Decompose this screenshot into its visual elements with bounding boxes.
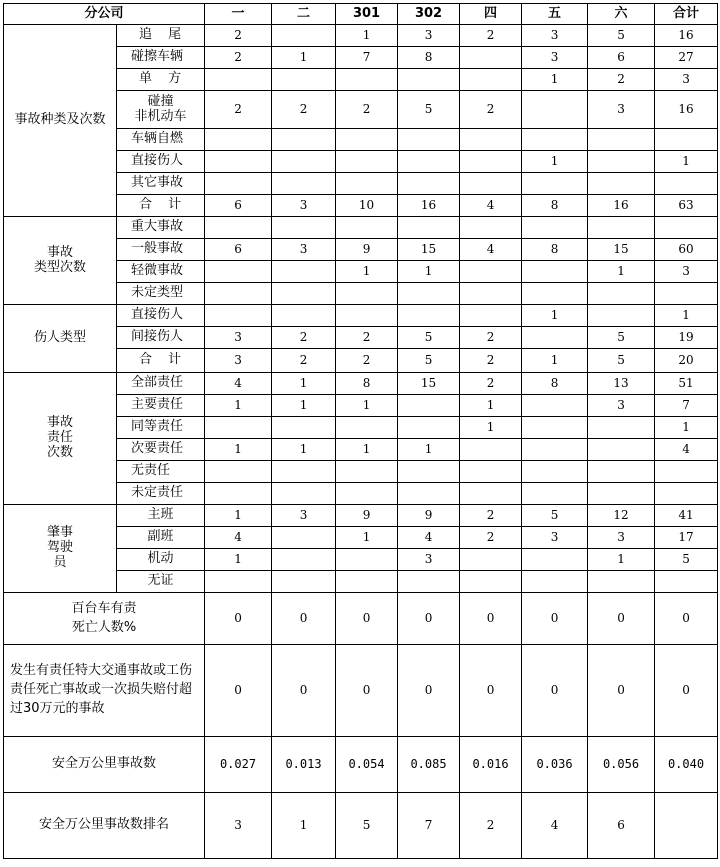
data-cell xyxy=(205,283,272,305)
data-cell xyxy=(398,151,460,173)
row-label: 无责任 xyxy=(117,461,205,483)
data-cell: 15 xyxy=(588,239,655,261)
row-label: 次要责任 xyxy=(117,439,205,461)
data-cell xyxy=(398,217,460,239)
data-cell xyxy=(205,129,272,151)
data-cell: 1 xyxy=(398,439,460,461)
data-cell xyxy=(272,25,336,47)
summary-cell: 0.016 xyxy=(460,737,522,793)
data-cell: 5 xyxy=(398,91,460,129)
data-cell: 8 xyxy=(522,195,588,217)
summary-cell: 3 xyxy=(205,793,272,859)
accident-statistics-table xyxy=(3,3,718,859)
summary-cell: 0 xyxy=(460,593,522,645)
data-cell: 6 xyxy=(588,47,655,69)
data-cell xyxy=(522,129,588,151)
data-cell xyxy=(205,571,272,593)
row-label: 未定责任 xyxy=(117,483,205,505)
data-cell: 2 xyxy=(336,327,398,349)
data-cell: 3 xyxy=(588,395,655,417)
summary-cell: 0 xyxy=(398,645,460,737)
data-cell: 3 xyxy=(398,25,460,47)
data-cell: 2 xyxy=(272,349,336,373)
data-cell: 2 xyxy=(460,91,522,129)
data-cell: 3 xyxy=(588,91,655,129)
data-cell xyxy=(588,217,655,239)
data-cell xyxy=(460,69,522,91)
data-cell: 1 xyxy=(205,439,272,461)
data-cell: 16 xyxy=(655,25,718,47)
data-cell xyxy=(398,69,460,91)
data-cell xyxy=(336,305,398,327)
data-cell xyxy=(655,283,718,305)
group-label: 肇事 驾驶 员 xyxy=(4,505,117,593)
summary-cell: 6 xyxy=(588,793,655,859)
data-cell: 8 xyxy=(336,373,398,395)
data-cell: 12 xyxy=(588,505,655,527)
data-cell xyxy=(205,417,272,439)
summary-cell: 0.040 xyxy=(655,737,718,793)
data-cell xyxy=(205,217,272,239)
data-cell xyxy=(398,461,460,483)
summary-label: 发生有责任特大交通事故或工伤责任死亡事故或一次损失赔付超过30万元的事故 xyxy=(4,645,205,737)
data-cell: 5 xyxy=(398,327,460,349)
data-cell xyxy=(272,151,336,173)
data-cell xyxy=(522,91,588,129)
data-cell: 3 xyxy=(588,527,655,549)
data-cell: 1 xyxy=(460,395,522,417)
data-cell: 5 xyxy=(398,349,460,373)
data-cell xyxy=(460,571,522,593)
summary-cell: 0 xyxy=(336,645,398,737)
data-cell: 1 xyxy=(655,305,718,327)
data-cell xyxy=(522,217,588,239)
data-cell xyxy=(522,417,588,439)
data-cell xyxy=(522,439,588,461)
data-cell xyxy=(272,305,336,327)
row-label: 未定类型 xyxy=(117,283,205,305)
data-cell: 13 xyxy=(588,373,655,395)
row-label: 全部责任 xyxy=(117,373,205,395)
data-cell xyxy=(398,571,460,593)
data-cell: 2 xyxy=(205,91,272,129)
data-cell: 8 xyxy=(522,373,588,395)
row-label: 同等责任 xyxy=(117,417,205,439)
data-cell: 5 xyxy=(522,505,588,527)
data-cell: 9 xyxy=(398,505,460,527)
data-cell xyxy=(588,283,655,305)
data-cell xyxy=(205,69,272,91)
summary-cell: 0 xyxy=(655,593,718,645)
data-cell: 20 xyxy=(655,349,718,373)
data-cell: 2 xyxy=(588,69,655,91)
data-cell: 4 xyxy=(205,527,272,549)
data-cell: 1 xyxy=(522,305,588,327)
row-label: 其它事故 xyxy=(117,173,205,195)
data-cell xyxy=(588,129,655,151)
data-cell xyxy=(205,261,272,283)
data-cell xyxy=(336,69,398,91)
data-cell: 10 xyxy=(336,195,398,217)
data-cell: 5 xyxy=(655,549,718,571)
data-cell: 1 xyxy=(588,261,655,283)
data-cell: 1 xyxy=(522,151,588,173)
data-cell xyxy=(205,305,272,327)
data-cell xyxy=(398,305,460,327)
data-cell: 1 xyxy=(398,261,460,283)
data-cell xyxy=(588,417,655,439)
data-cell xyxy=(588,173,655,195)
data-cell: 60 xyxy=(655,239,718,261)
data-cell: 1 xyxy=(588,549,655,571)
data-cell xyxy=(272,217,336,239)
data-cell: 19 xyxy=(655,327,718,349)
row-label: 轻微事故 xyxy=(117,261,205,283)
summary-cell: 0.056 xyxy=(588,737,655,793)
data-cell: 2 xyxy=(460,349,522,373)
data-cell: 3 xyxy=(398,549,460,571)
data-cell: 3 xyxy=(205,349,272,373)
data-cell xyxy=(398,395,460,417)
row-label: 主班 xyxy=(117,505,205,527)
data-cell xyxy=(655,483,718,505)
row-label: 无证 xyxy=(117,571,205,593)
data-cell: 2 xyxy=(460,505,522,527)
data-cell xyxy=(460,305,522,327)
data-cell: 1 xyxy=(460,417,522,439)
data-cell: 4 xyxy=(460,239,522,261)
summary-cell: 0 xyxy=(655,645,718,737)
summary-row xyxy=(4,593,718,645)
data-cell: 27 xyxy=(655,47,718,69)
table-row xyxy=(4,305,718,327)
data-cell xyxy=(336,173,398,195)
data-cell: 1 xyxy=(272,439,336,461)
data-cell xyxy=(398,129,460,151)
data-cell xyxy=(588,461,655,483)
summary-cell: 0 xyxy=(588,645,655,737)
data-cell: 2 xyxy=(336,349,398,373)
data-cell: 1 xyxy=(655,151,718,173)
row-label: 一般事故 xyxy=(117,239,205,261)
data-cell xyxy=(655,129,718,151)
data-cell xyxy=(522,261,588,283)
data-cell xyxy=(336,283,398,305)
data-cell xyxy=(336,571,398,593)
summary-cell: 0 xyxy=(460,645,522,737)
summary-cell: 0 xyxy=(272,645,336,737)
data-cell: 2 xyxy=(205,47,272,69)
data-cell: 3 xyxy=(272,239,336,261)
data-cell xyxy=(655,217,718,239)
data-cell: 1 xyxy=(272,395,336,417)
data-cell: 1 xyxy=(205,549,272,571)
summary-label: 安全万公里事故数排名 xyxy=(4,793,205,859)
data-cell: 63 xyxy=(655,195,718,217)
data-cell xyxy=(272,483,336,505)
summary-row xyxy=(4,737,718,793)
data-cell: 16 xyxy=(398,195,460,217)
data-cell: 4 xyxy=(655,439,718,461)
data-cell: 41 xyxy=(655,505,718,527)
summary-row xyxy=(4,645,718,737)
summary-label: 百台车有责 死亡人数% xyxy=(4,593,205,645)
data-cell: 2 xyxy=(460,25,522,47)
header-row xyxy=(4,4,718,25)
column-header: 二 xyxy=(272,4,336,25)
data-cell xyxy=(588,305,655,327)
data-cell xyxy=(272,417,336,439)
summary-cell: 0.036 xyxy=(522,737,588,793)
data-cell xyxy=(336,129,398,151)
data-cell: 5 xyxy=(588,25,655,47)
data-cell: 9 xyxy=(336,505,398,527)
data-cell xyxy=(522,461,588,483)
summary-cell: 0 xyxy=(205,645,272,737)
summary-cell: 7 xyxy=(398,793,460,859)
data-cell: 1 xyxy=(336,439,398,461)
data-cell xyxy=(655,461,718,483)
summary-cell: 0 xyxy=(588,593,655,645)
data-cell xyxy=(522,483,588,505)
data-cell xyxy=(460,173,522,195)
corner-header: 分公司 xyxy=(4,4,205,25)
row-label: 重大事故 xyxy=(117,217,205,239)
data-cell: 2 xyxy=(272,327,336,349)
column-header: 四 xyxy=(460,4,522,25)
data-cell: 1 xyxy=(336,527,398,549)
row-label: 直接伤人 xyxy=(117,151,205,173)
data-cell xyxy=(460,483,522,505)
row-label: 追 尾 xyxy=(117,25,205,47)
data-cell xyxy=(522,173,588,195)
data-cell: 15 xyxy=(398,373,460,395)
data-cell xyxy=(522,283,588,305)
group-label: 事故种类及次数 xyxy=(4,25,117,217)
data-cell: 4 xyxy=(398,527,460,549)
data-cell xyxy=(588,439,655,461)
data-cell: 6 xyxy=(205,239,272,261)
summary-cell: 0 xyxy=(272,593,336,645)
data-cell: 1 xyxy=(336,261,398,283)
data-cell xyxy=(272,69,336,91)
summary-cell: 0 xyxy=(522,645,588,737)
data-cell xyxy=(205,173,272,195)
data-cell: 4 xyxy=(205,373,272,395)
data-cell: 2 xyxy=(336,91,398,129)
row-label: 主要责任 xyxy=(117,395,205,417)
data-cell xyxy=(460,217,522,239)
data-cell: 1 xyxy=(522,349,588,373)
row-label: 合 计 xyxy=(117,349,205,373)
data-cell xyxy=(522,327,588,349)
data-cell xyxy=(272,461,336,483)
data-cell xyxy=(398,483,460,505)
data-cell: 3 xyxy=(272,195,336,217)
row-label: 碰擦车辆 xyxy=(117,47,205,69)
data-cell: 2 xyxy=(460,527,522,549)
data-cell: 16 xyxy=(588,195,655,217)
data-cell: 15 xyxy=(398,239,460,261)
data-cell: 1 xyxy=(205,395,272,417)
data-cell xyxy=(336,151,398,173)
column-header: 301 xyxy=(336,4,398,25)
summary-cell: 0 xyxy=(522,593,588,645)
data-cell xyxy=(336,483,398,505)
data-cell: 9 xyxy=(336,239,398,261)
table-row xyxy=(4,25,718,47)
data-cell xyxy=(272,283,336,305)
data-cell: 5 xyxy=(588,349,655,373)
summary-cell: 0 xyxy=(398,593,460,645)
data-cell xyxy=(522,571,588,593)
data-cell xyxy=(588,571,655,593)
group-label: 事故 类型次数 xyxy=(4,217,117,305)
data-cell: 1 xyxy=(336,395,398,417)
data-cell: 2 xyxy=(460,373,522,395)
data-cell xyxy=(205,151,272,173)
summary-cell: 2 xyxy=(460,793,522,859)
data-cell xyxy=(336,217,398,239)
data-cell xyxy=(205,483,272,505)
data-cell xyxy=(460,283,522,305)
data-cell: 7 xyxy=(655,395,718,417)
data-cell xyxy=(205,461,272,483)
data-cell: 1 xyxy=(272,47,336,69)
data-cell xyxy=(272,571,336,593)
summary-cell: 0 xyxy=(205,593,272,645)
column-header: 一 xyxy=(205,4,272,25)
data-cell: 2 xyxy=(205,25,272,47)
data-cell: 1 xyxy=(655,417,718,439)
data-cell xyxy=(460,151,522,173)
data-cell xyxy=(398,173,460,195)
data-cell xyxy=(460,261,522,283)
summary-cell: 0.054 xyxy=(336,737,398,793)
data-cell xyxy=(460,549,522,571)
data-cell: 3 xyxy=(522,527,588,549)
data-cell: 2 xyxy=(272,91,336,129)
data-cell: 3 xyxy=(522,47,588,69)
data-cell: 3 xyxy=(205,327,272,349)
column-header: 合计 xyxy=(655,4,718,25)
data-cell: 2 xyxy=(460,327,522,349)
data-cell xyxy=(655,571,718,593)
data-cell xyxy=(460,461,522,483)
data-cell xyxy=(398,283,460,305)
data-cell: 1 xyxy=(205,505,272,527)
row-label: 副班 xyxy=(117,527,205,549)
row-label: 间接伤人 xyxy=(117,327,205,349)
row-label: 合 计 xyxy=(117,195,205,217)
row-label: 车辆自燃 xyxy=(117,129,205,151)
summary-cell: 0.027 xyxy=(205,737,272,793)
data-cell: 3 xyxy=(272,505,336,527)
data-cell xyxy=(655,173,718,195)
row-label: 机动 xyxy=(117,549,205,571)
column-header: 五 xyxy=(522,4,588,25)
summary-cell: 4 xyxy=(522,793,588,859)
summary-cell: 0 xyxy=(336,593,398,645)
group-label: 伤人类型 xyxy=(4,305,117,373)
data-cell: 5 xyxy=(588,327,655,349)
summary-cell: 5 xyxy=(336,793,398,859)
data-cell: 16 xyxy=(655,91,718,129)
data-cell: 8 xyxy=(398,47,460,69)
data-cell: 3 xyxy=(655,261,718,283)
data-cell: 1 xyxy=(522,69,588,91)
data-cell xyxy=(272,173,336,195)
data-cell: 3 xyxy=(522,25,588,47)
data-cell xyxy=(336,461,398,483)
data-cell: 51 xyxy=(655,373,718,395)
row-label: 直接伤人 xyxy=(117,305,205,327)
data-cell xyxy=(336,417,398,439)
data-cell xyxy=(460,439,522,461)
summary-cell: 1 xyxy=(272,793,336,859)
data-cell xyxy=(336,549,398,571)
data-cell xyxy=(588,151,655,173)
table-row xyxy=(4,373,718,395)
data-cell: 1 xyxy=(336,25,398,47)
summary-label: 安全万公里事故数 xyxy=(4,737,205,793)
data-cell xyxy=(460,47,522,69)
summary-cell: 0.085 xyxy=(398,737,460,793)
data-cell: 1 xyxy=(272,373,336,395)
row-label: 单 方 xyxy=(117,69,205,91)
data-cell xyxy=(272,549,336,571)
table-row xyxy=(4,505,718,527)
data-cell: 6 xyxy=(205,195,272,217)
row-label: 碰撞 非机动车 xyxy=(117,91,205,129)
data-cell: 7 xyxy=(336,47,398,69)
data-cell: 17 xyxy=(655,527,718,549)
data-cell xyxy=(272,261,336,283)
data-cell: 8 xyxy=(522,239,588,261)
data-cell xyxy=(588,483,655,505)
summary-row xyxy=(4,793,718,859)
data-cell xyxy=(460,129,522,151)
group-label: 事故 责任 次数 xyxy=(4,373,117,505)
column-header: 302 xyxy=(398,4,460,25)
summary-cell xyxy=(655,793,718,859)
column-header: 六 xyxy=(588,4,655,25)
data-cell xyxy=(398,417,460,439)
table-row xyxy=(4,217,718,239)
data-cell xyxy=(522,395,588,417)
data-cell: 4 xyxy=(460,195,522,217)
data-cell xyxy=(272,527,336,549)
data-cell: 3 xyxy=(655,69,718,91)
summary-cell: 0.013 xyxy=(272,737,336,793)
data-cell xyxy=(522,549,588,571)
data-cell xyxy=(272,129,336,151)
